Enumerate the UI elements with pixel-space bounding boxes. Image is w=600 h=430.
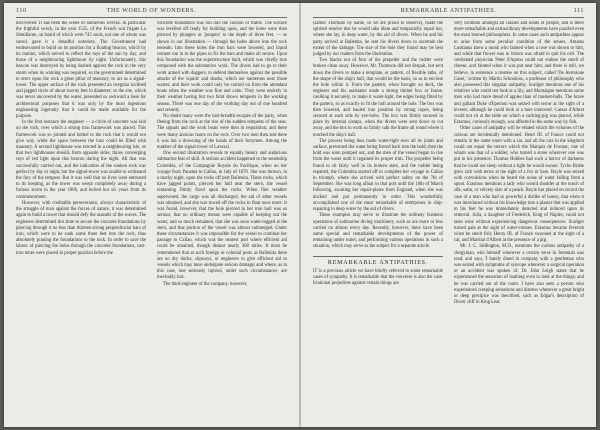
left-col1-paragraph-3: However, with creditable perseverance, always characteristic of the struggle of man against the forces of nature, it was determined again to build a tower that should defy the assaults of the waves. The engineers determined this time to secure the concrete foundations by piercing through it no less than thirteen strong perpendicular bars of iron, which were to be sunk some three feet into the rock, thus absolutely pinning the foundations to the rock. In order to save the labour of piercing the holes through the concrete foundations, cast-iron tubes were placed in proper position before the [16, 200, 146, 256]
left-column-2 [157, 21, 287, 421]
left-col1-paragraph-2: In the first instance the engineer — a circle of concrete was laid on the rock, over which a strong iron framework was placed. This framework was so jointed and bolted to the rock that it would not give way, while the space between the bars could be filled with masonry. A second lighthouse was erected in a neighbouring isle, so that two lighthouses should, from opposite sides, throw converging rays of red light upon this beacon during the night. All that was successfully carried out, and the indication of the sunken rock was perfect by day or night, but the signal-tower was unable to withstand the fury of the tempest. But it was well that no lives were entrusted to its keeping, as the tower was swept completely away during a furious storm in the year 1866, and buried but six years from its commencement. [16, 120, 146, 200]
right-col2-paragraph-2: Other cases of antipathy will be related which the volumes of the curious are incidentally mentioned. Henri III. of France could not remain in the same room with a cat, and all the cats in the kingdom could not equal the terrors which the Marquis de Frontac, one of whom was that of a soldier, who turned a stone wherever one was put in his presence. Thomas Hobbes had such a horror of darkness that he could not sleep without a light he would swoon. Tycho Brahe grew sick with terror at the sight of a fox or hare. Boyle was seized with convulsions when he heard the noise of water falling from a spout. Erasmus mentions a lady who would shudder at the touch of silk, satin, or velvety skin of a peach. Boyle has placed on record the case of a man who had so powerful a dislike of honey, that when it was introduced without his knowledge into a plaster that was applied to his feet he was immediately detected and induced upon its removal. Julia, a daughter of Frederick, King of Naples, could not taste wine without experiencing dangerous consequences. Scaliger turned pale at the sight of water-cresses. Erasmus became feverish when he smelt fish; Henry III. of France swooned at the sight of a cat, and Marshal d'Albert at the presence of a pig. [454, 126, 584, 244]
right-page-columns [313, 21, 584, 421]
left-col2-paragraph-2: No doubt many were the hair-breadth escapes of the party, when fleeing from the rock at the rise of the sudden tempests of the seas. The signals and the work boats were then in requisition; and there were many anxious hours on the rock. Over two men then and there it was but a drowning of the hands of their ferrymen. Among the number of the signal-tower of Lavezzi. [157, 114, 287, 151]
left-page-columns [16, 21, 287, 421]
right-col1-paragraph-3: The process being thus made water-tight over all its joints and surface, prevented the water being forced back into the hold; then the hold was soon pumped out, and the men of the vessel began to rise from the water until it regained its proper trim. The propeller being found to sit fairly well in its broken state, and the rudder being repaired, the Colombia started off to complete her voyage to Callao in triumph, where she arrived with perfect safety on the 7th of September. She was long afloat in that port until the 18th of March following, awaiting her repair-plates from England, when she was docked and put permanently in order. This wonderfully accomplished one of the most remarkable of enterprises in ship-repairing in deep water by the aid of divers. [313, 138, 443, 213]
section-divider [313, 256, 443, 257]
right-col2-paragraph-3: Mr. J. C. Stillington, M.D., mentions the curious antipathy of a clergyman, who himself whenever a certain verse in Jeremiah was read; and says, 'I barely dined in company with a gentleman who was seized with symptoms of syncope whenever a surgical operation or an accident was spoken of. Dr. John Leigh states that he experienced the sensation of loathing even to look at the things; and he was carried out of the room. I have also seen a person who experienced creeping sensations and distress whenever a great bright or deep precipice was described, such as Edgar's description of Dover cliff in King Lear. [454, 244, 584, 306]
right-header-rule [313, 17, 584, 18]
section-title: REMARKABLE ANTIPATHIES. [327, 259, 429, 266]
right-col1-paragraph-1: (James Thomson by name, so we are proud to observe), made the spirited resolve that he would take ideas and temporarily repair her, where she lay, in deep water, by the aid of divers. When he and his party arrived at Ballenita, he sent his divers down to ascertain the extent of the damage. The size of the hole they found may be best judged by our readers from the illustration. [313, 21, 443, 58]
left-page [4, 3, 299, 427]
right-col2-paragraph-1: very common amongst all classes and kinds of people, and is there more remarkable and extraordinary developments have puzzled even the most learned philosophers. In some cases such antipathies appear to arise from some peculiar condition of the senses. Amatus Lusitanus knew a monk who fainted when a rose was shown to him, and while that flower was in bloom was afraid to quit his cell. The celebrated physician Peter d'Apono could not endure the smell of cheese, and fainted when it was put near him; and there is still, we believe, in existence a treatise on this subject, called 'De Aversione Casei,' written by Martin Schookius, a professor of philosophy who also possessed this singular antipathy. Scaliger mentions one of his relatives who could not look at a lily, and Montaigne mentions some men who had more dread of apples than of musket-balls. The brave and gallant Duke d'Epernon was seized with terror at the sight of a leveret, although he could look at a hare unmoved. Caesar d'Albret could not sit at the table on which a sucking-pig was placed, while Erasmus, curiously enough, was affected in the same way by fish. [454, 21, 584, 126]
book-spread [4, 3, 596, 427]
right-col1-paragraph-2: Two blacks out of four of the propeller and the rudder were broken clean away. However, Mr. Thomson did not despair, but sent down the divers to make a template, or pattern, of flexible laths, of the shape of the ship's hull, that would be the basis, so as to enclose the hole within it. From the pattern, when brought on deck, the engineer and his assistants made a strong timber box or frame, caulking it securely, to make it water-tight, the edges being fitted by the pattern, so as exactly to fit the hull around the hole. The box was then lowered, and hauled into position by strong ropes, being secured at each side by eye-bolts. The box was firmly secured in place by internal clamps, when the divers were sent down to cut away, and the box to work so firmly calk the frame all round where it touched the ship's hull. [313, 58, 443, 138]
right-page [301, 3, 596, 427]
left-running-title: THE WORLD OF WONDERS. [106, 8, 197, 14]
left-col2-paragraph-3: One second illustration reveals to equally beauty and audacious submarine feat of skill. A serious accident happened to the steamship Colombia, of the Compagnie Royale du Pacifique, when on her voyage from Panama to Callao, in July of 1878. She was thrown, in a murky night, upon the rocks off port Ballenita. These rocks, which have jagged points, pierced her hull near the stern, the vessel remaining firmly fixed upon the rocks. When fine weather supervened, the cargo was all discharged, the aid of other vessels was obtained, and she was towed off the rocks to float once more. It was found, however, that the hole pierced in her iron hull was so serious, that no ordinary means were capable of keeping out the water, and so much remained, that she was soon water-logged at the stern, and that portion of the vessel was almost submerged. Under these circumstances it was impossible for the vessel to continue her passage to Callao, which was the nearest port where efficient aid could be obtained, though distant nearly 300 miles. It must be remembered that at such foreign or colonial ports as Ballenita there are no dry docks, slipways, or engineers to give efficient aid to vessels which may have undergone serious damage; and where, as in this case, one seriously injured, under such circumstances, are inevitably lost. [157, 151, 287, 281]
left-header-rule [16, 17, 287, 18]
left-col2-paragraph-4: The third engineer of the company, however, [163, 281, 248, 287]
right-running-title: REMARKABLE ANTIPATHIES. [400, 8, 497, 14]
right-page-number: 111 [573, 8, 584, 14]
left-page-number: 110 [16, 8, 27, 14]
right-page-header [313, 8, 584, 17]
right-column-1 [313, 21, 443, 421]
left-page-header [16, 8, 287, 17]
left-col2-paragraph-1: concrete foundation was run into the caisson or frame. The surface was levelled off ready for building upon, and the holes were then pierced by plungers or 'jumpers' to the depth of three feet, — as shown in our illustration — through the holes above into the rock beneath. Into these holes the iron bars were lowered, and liquid cement run in to the pipes to fix the bars and make all secure. Upon this foundation was the superstructure built, which was chiefly iron composed with the substantive work. The divers had to go to their work armed with daggers, to defend themselves against the possible attacks of the 'squids' and sharks, which are numerous near those waters; and their work could only be carried on from the attendant boats when the weather was fine and calm. They were entirely in their weather having but two faint shows tempests in the working season. There was one day of the working day out of one hundred and seventy. [157, 21, 287, 113]
right-column-2 [454, 21, 584, 421]
section-intro: IT is a previous article we have briefly referred to some remarkable cases of sympathy. It is remarkable that the converse is also the case. Irrational prejudices against certain things are [313, 268, 443, 287]
right-col1-paragraph-4: These examples may serve to illustrate the ordinary business operations of submarine diving machinery, such as are more or less carried on almost every day. Recently, however, there have been some special and remarkable developments of the power of remaining under water, and performing various operations in such a situation, which may serve as the subject for a separate article. [313, 213, 443, 250]
left-col1-paragraph-1: discovered. It has been the scene of numerous wrecks. In particular the frightful wreck, in the year 1535, of the French war frigate La Sémillante, on board of which were 745 souls, not one of whom was saved, gave it a dreadful notoriety. The Government had endeavoured to build on its position for a floating beacon, which by its motion, which served to reflect the rays of the sun by day, and those of a neighbouring lighthouse by night. Unfortunately, this beacon was destroyed by being dashed against the rock in the very storm when its warning was required, so the government determined to erect upon the rock a great pillar of masonry, to act as a signal-tower. The upper surface of the rock presented an irregular inclined and jagged circle of about twenty feet in diameter; so the site, which was never uncovered by the water, presented so awkward a base for architectural purposes that it was only by the most ingenious engineering ingenuity that it could be made available for the purpose. [16, 21, 146, 120]
left-column-1 [16, 21, 146, 421]
